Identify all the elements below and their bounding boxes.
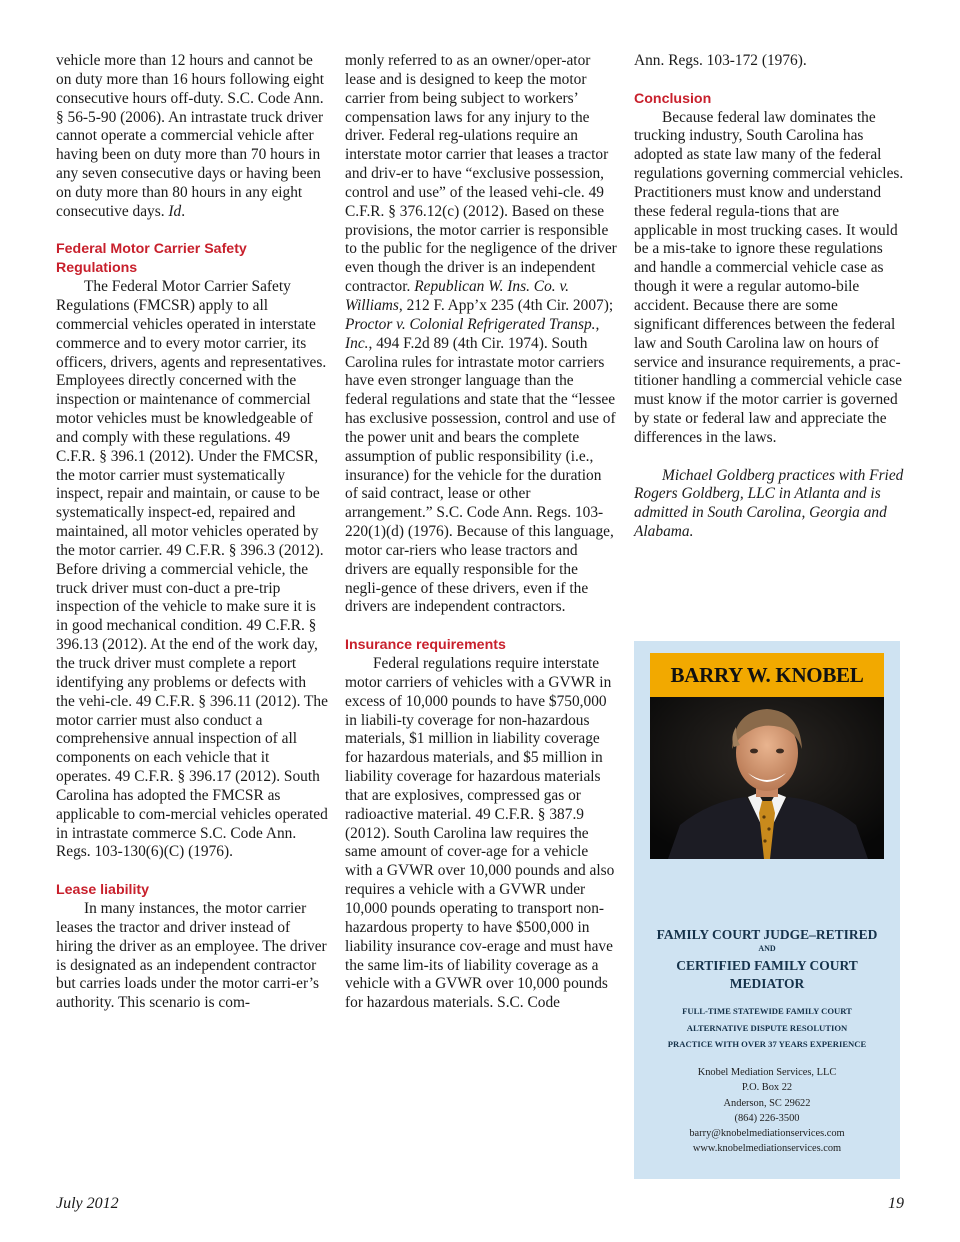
city-state-zip: Anderson, SC 29622 xyxy=(723,1097,811,1109)
email-link[interactable]: barry@knobelmediationservices.com xyxy=(689,1128,845,1140)
case-citation: Proctor v. Colonial Refrigerated Transp., Inc. xyxy=(345,315,600,352)
section-heading-lease-liability: Lease liability xyxy=(56,882,150,899)
ad-title-and: AND xyxy=(758,944,776,953)
paragraph: In many instances, the motor carrier leases the tractor and driver instead of hiring the driver as an employee. The driver is designated as an independent contractor but carries loads under the motor carri-er’s authority. This scenario is com- xyxy=(56,899,327,1012)
article-column-3 xyxy=(634,52,906,542)
portrait-photo xyxy=(650,697,884,859)
article-column-1 xyxy=(56,52,328,1013)
website-link[interactable]: www.knobelmediationservices.com xyxy=(692,1143,842,1155)
paragraph: Because federal law dominates the trucking industry, South Carolina has adopted as state law many of the federal regulations governing commercial vehicles. Practitioners must know and understand these federal regula-tions that are applicable in most trucking cases. It would be a mis-take to ignore these regulations and handle a commercial vehicle case as though it were a regular automo-bile accident. Because there are some significant differences between the federal law and South Carolina law on hours of service and insurance requirements, a prac-titioner handling a commercial vehicle case must know if the motor carrier is governed by state or federal law and appreciate the differences in the laws. xyxy=(634,108,904,446)
ad-contact-info xyxy=(634,1065,900,1157)
footer-date: July 2012 xyxy=(56,1195,119,1212)
ad-title-mediator: CERTIFIED FAMILY COURT MEDIATOR xyxy=(676,958,858,991)
ad-name-banner: BARRY W. KNOBEL xyxy=(650,653,884,697)
page-number: 19 xyxy=(888,1195,904,1212)
paragraph: monly referred to as an owner/oper-ator lease and is designed to keep the motor carrier from being subject to workers’ compensation laws for any injury to the driver. Federal reg-ulations require an interstate motor carrier that leases a tractor and driv-er to have “exclusive possession, control and use” of the leased vehi-cle. 49 C.F.R. § 376.12(c) (2012). Based on these provisions, the motor carrier is responsible to the public for the negligence of the driver even though the driver is an independent contractor. Republican W. Ins. Co. v. Williams, 212 F. App’x 235 (4th Cir. 2007); Proctor v. Colonial Refrigerated Transp., Inc., 494 F.2d 89 (4th Cir. 1974). South Carolina rules for intrastate motor carriers have even stronger language than the federal regulations and state that the “lessee has exclusive possession, control and use of the power unit and bears the complete assumption of public responsibility (i.e., insurance) for the vehicle for the duration of said contract, lease or other arrangement.” S.C. Code Ann. Regs. 103-220(1)(d) (1976). Because of this language, motor car-riers who lease tractors and drivers are equally responsible for the negli-gence of these drivers, even if the drivers are independent contractors. xyxy=(345,52,617,616)
paragraph: The Federal Motor Carrier Safety Regulations (FMCSR) apply to all commercial vehicles operated in interstate commerce and to every motor carrier, its officers, drivers, agents and representatives. Employees directly concerned with the inspection or maintenance of commercial motor vehicles must be knowledgeable of and comply with these regulations. 49 C.F.R. § 396.1 (2012). Under the FMCSR, the motor carrier must systematically inspect, repair and maintain, or cause to be systematically inspect-ed, repaired and maintained, all motor vehicles operated by the motor carrier. 49 C.F.R. § 396.3 (2012). Before driving a commercial vehicle, the truck driver must con-duct a pre-trip inspection of the vehicle to make sure it is in good mechanical condition. 49 C.F.R. § 396.13 (2012). At the end of the work day, the truck driver must complete a report identifying any problems or defects with the vehi-cle. 49 C.F.R. § 396.11 (2012). The motor carrier must also conduct a comprehensive annual inspection of all components on each vehicle that it operates. 49 C.F.R. § 396.17 (2012). South Carolina has adopted the FMCSR as applicable to com-mercial vehicles operated in intrastate commerce S.C. Code Ann. Regs. 103-130(6)(C) (1976). xyxy=(56,278,328,861)
article-column-2 xyxy=(345,52,617,1013)
po-box: P.O. Box 22 xyxy=(741,1082,793,1094)
section-heading-insurance: Insurance requirements xyxy=(345,637,506,654)
author-bio: Michael Goldberg practices with Fried Rogers Goldberg, LLC in Atlanta and is admitted in South Carolina, Georgia and Alabama. xyxy=(634,466,904,541)
phone-number: (864) 226-3500 xyxy=(734,1112,800,1124)
mediator-advertisement xyxy=(634,641,900,1179)
case-citation: Republican W. Ins. Co. v. Williams xyxy=(345,278,569,314)
section-heading-fmcsr: Federal Motor Carrier Safety Regulations xyxy=(56,241,247,277)
section-heading-conclusion: Conclusion xyxy=(634,90,712,107)
paragraph: Ann. Regs. 103-172 (1976). xyxy=(634,52,807,69)
ad-title-judge: FAMILY COURT JUDGE–RETIRED xyxy=(656,927,878,942)
ad-services: FULL-TIME STATEWIDE FAMILY COURT ALTERNATIVE DISPUTE RESOLUTION PRACTICE WITH OVER 37 YEARS EXPERIENCE xyxy=(667,1006,867,1050)
paragraph: vehicle more than 12 hours and cannot be on duty more than 16 hours following eight consecutive hours off-duty. S.C. Code Ann. § 56-5-90 (2006). An intrastate truck driver cannot operate a commercial vehicle after having been on duty more than 70 hours in any seven consecutive days or having been on duty more than 80 hours in any eight consecutive days. Id. xyxy=(56,52,325,220)
citation: Id xyxy=(168,202,182,220)
company-name: Knobel Mediation Services, LLC xyxy=(697,1067,837,1078)
paragraph: Federal regulations require interstate motor carriers of vehicles with a GVWR in excess of 10,000 pounds to have $750,000 in liabili-ty coverage for non-hazardous materials, $1 million in liability coverage for hazardous materials, and $5 million in liability coverage for hazardous materials that are explosives, compressed gas or radioactive material. 49 C.F.R. § 387.9 (2012). South Carolina law requires the same amount of cover-age for a vehicle with a GVWR over 10,000 pounds and also requires a vehicle with a GVWR under 10,000 pounds operating to transport non-hazardous property to have $500,000 in liability insurance cov-erage and must have the same lim-its of liability coverage as a vehicle with a GVWR over 10,000 pounds for hazardous materials. S.C. Code xyxy=(345,655,615,1012)
